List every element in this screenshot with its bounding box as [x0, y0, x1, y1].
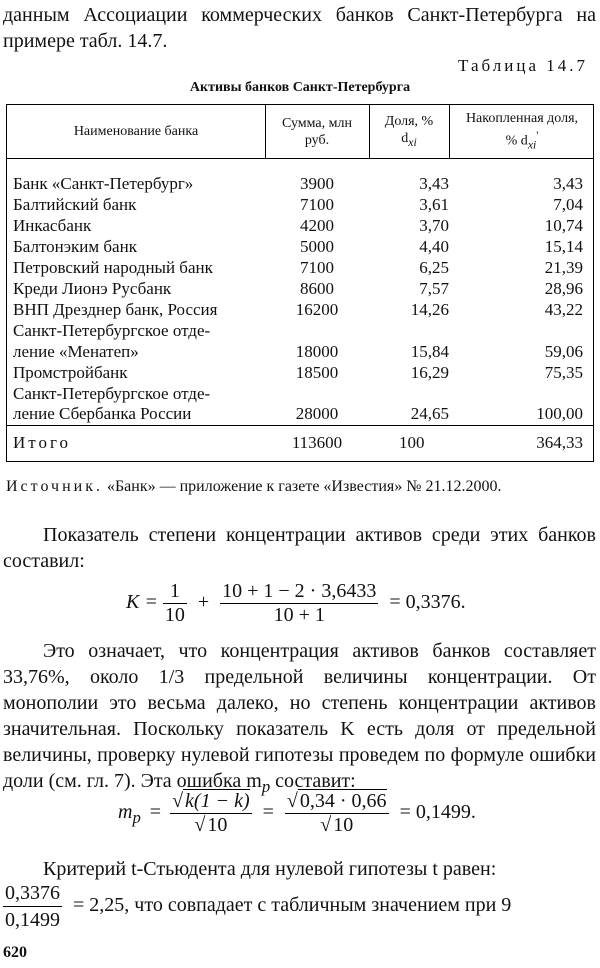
header-share: Доля, % $d_{xi}$	[384, 113, 434, 149]
header-sum: Сумма, млн руб.	[282, 115, 352, 148]
total-rule	[7, 425, 593, 426]
table-label: Таблица 14.7	[458, 56, 588, 75]
assets-table: Наименование банка Сумма, млн руб. Доля, % $d_{xi}$ Накопленная доля, % $d_{xi}'$ Банк «Санкт-Петербург» 3900 3,43 3,43 Балтийский банк 7100 3,61 7,04 Инкасбанк 4200 3,70 10,74 Балтонэким банк 5000 4,40 15,14 Петровский народный банк 7100 6,25 21,39 Креди Лионэ Русбанк 8600 7,57 28,96 ВНП Дрезднер банк, Россия 16200 14,26 43,22 Санкт-Петербургское отде- ление «Менатеп» 18000 15,84 59,06 Промстройбанк 18500 16,29 75,35 Санкт-Петербургское отде- ление Сбербанка России 28000 24,65 100,00 Итого 113600 100 364,33	[6, 104, 594, 462]
intro-paragraph: данным Ассоциации коммерческих банков Санкт-Петербурга на примере табл. 14.7.	[3, 4, 596, 52]
page-number: 620	[3, 944, 27, 961]
formula-error: $m_p$ = $\frac{√ k(1 - k)}{√ 10}$ = $\frac{√ 0,34 \cdot 0,66}{√ 10}$ = 0,1499.	[118, 790, 476, 836]
paragraph-3-formula-line: $\frac{0,3376}{0,1499}$ = 2,25, что совпадает с табличным значением при 9	[5, 882, 512, 931]
table-source: Источник. «Банк» — приложение к газете «Известия» № 21.12.2000.	[6, 478, 502, 495]
paragraph-2: Это означает, что концентрация активов банков составляет 33,76%, около 1/3 предельной величины концентрации. От монополии это весьма далеко, но степень концентрации активов значительная. Поскольку показатель K есть доля от предельной величины, проверку нулевой гипотезы проведем по формуле ошибки доли (см. гл. 7). Эта ошибка $m_p$ составит:	[3, 640, 596, 796]
header-rule	[7, 158, 593, 159]
table-title: Активы банков Санкт-Петербурга	[189, 80, 411, 95]
header-name: Наименование банка	[73, 124, 199, 139]
paragraph-3: Критерий t-Стьюдента для нулевой гипотезы t равен:	[43, 858, 497, 880]
paragraph-1: Показатель степени концентрации активов среди этих банков составил:	[3, 524, 596, 572]
formula-concentration: K = $\frac{1}{10}$ + $\frac{10 + 1 - 2 \cdot 3,6433}{10 + 1}$ = 0,3376.	[126, 580, 466, 626]
header-cumulative: Накопленная доля, % $d_{xi}'$	[465, 110, 579, 152]
